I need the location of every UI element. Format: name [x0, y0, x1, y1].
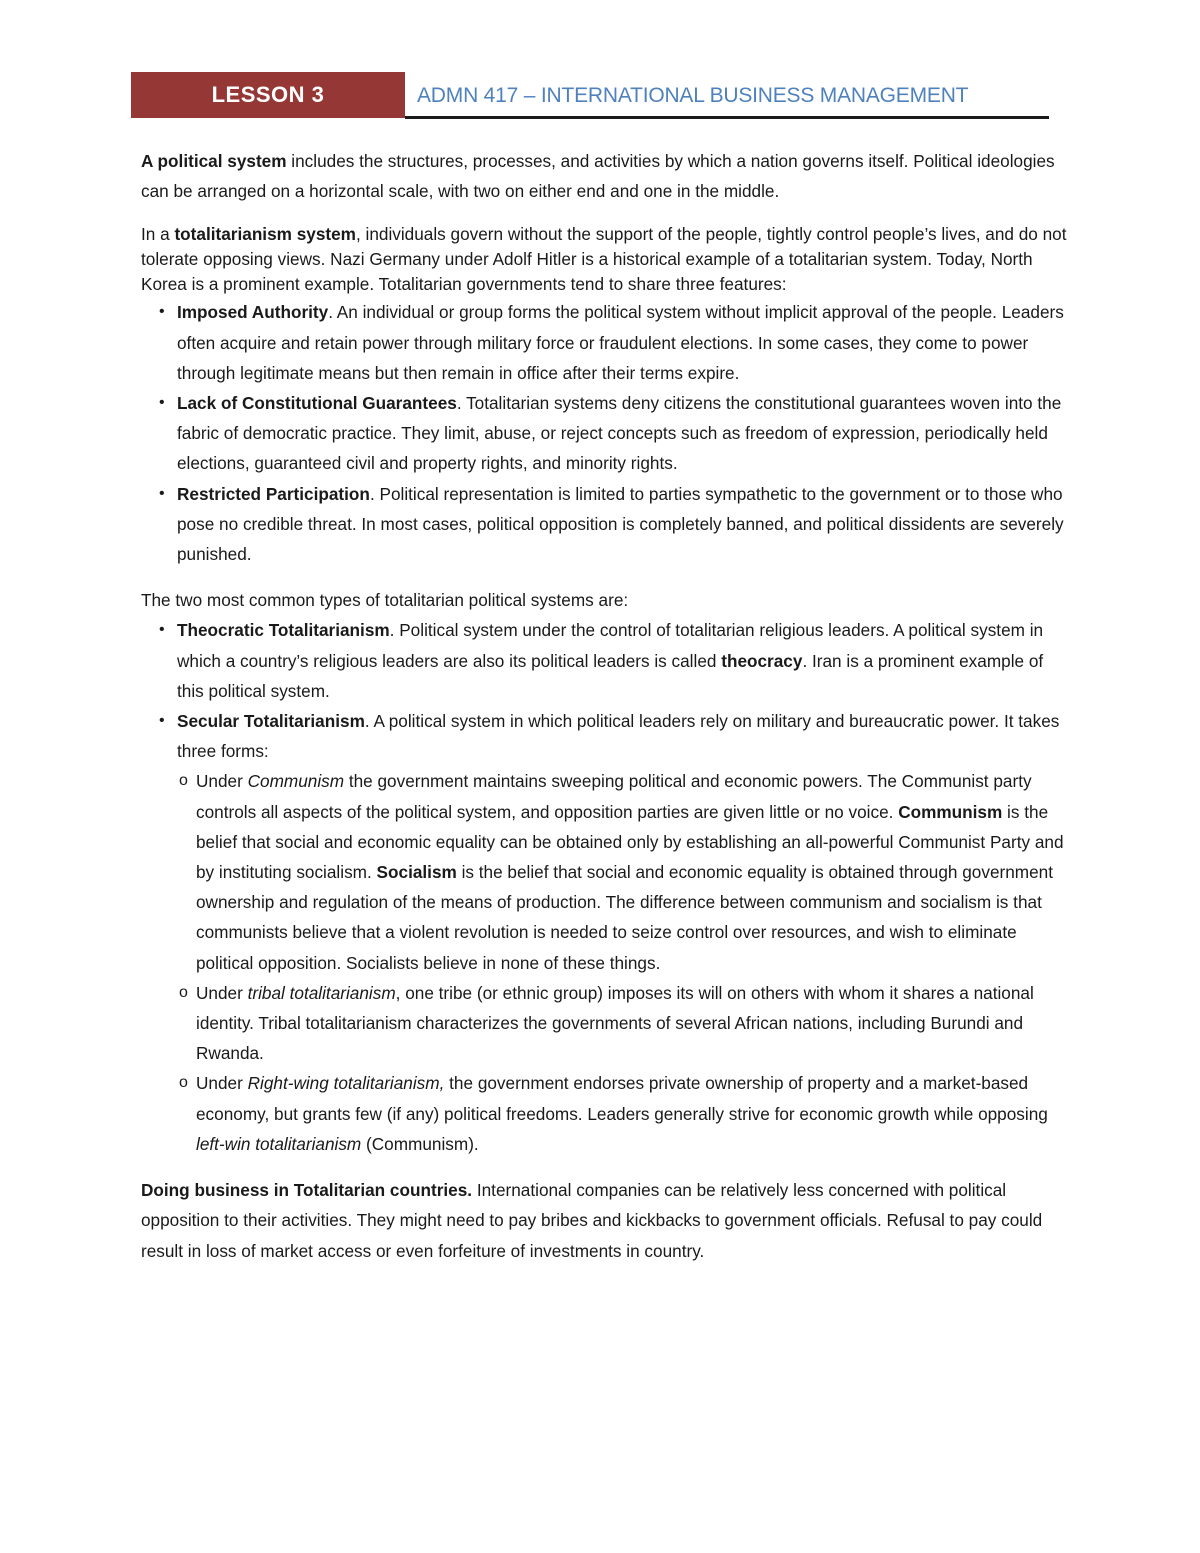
- feature-text: . Totalitarian systems deny citizens the constitutional guarantees woven into the fabric of democratic practice. They limit, abuse, or reject concepts such as freedom of expression, periodically held elections, guaranteed civil and property rights, and minority rights.: [177, 393, 1062, 474]
- form-lead: Under: [196, 771, 248, 792]
- type-title: Secular Totalitarianism: [177, 711, 365, 732]
- form-text: is the belief that social and economic equality is obtained through government ownership and regulation of the means of production. The difference between communism and socialism is that communists believe that a violent revolution is needed to seize control over resources, and wish to eliminate political opposition. Socialists believe in none of these things.: [196, 862, 1053, 973]
- intro-term: A political system: [141, 151, 287, 171]
- list-item: [141, 479, 1071, 570]
- totalitarian-lead: In a: [141, 224, 175, 245]
- intro-paragraph: [141, 146, 1071, 206]
- features-list: [141, 297, 1071, 569]
- business-paragraph: [141, 1175, 1071, 1266]
- type-text: . A political system in which political leaders rely on military and bureaucratic power. It takes three forms:: [177, 711, 1060, 762]
- types-list: [141, 615, 1071, 766]
- header-divider: [405, 116, 1049, 119]
- list-item: [141, 978, 1071, 1069]
- list-item: [141, 706, 1071, 766]
- bullet-icon: •: [159, 712, 165, 730]
- totalitarian-term: totalitarianism system: [174, 224, 356, 245]
- list-item: [141, 297, 1071, 388]
- feature-text: . Political representation is limited to parties sympathetic to the government or to those who pose no credible threat. In most cases, political opposition is completely banned, and political dissidents are severely punished.: [177, 483, 1064, 565]
- forms-list: [141, 766, 1071, 1159]
- list-item: [141, 615, 1071, 706]
- totalitarian-text: , individuals govern without the support of the people, tightly control people’s lives, and do not tolerate opposing views. Nazi Germany under Adolf Hitler is a historical example of a totalitarian system. Today, North Korea is a prominent example. Totalitarian governments tend to share three features:: [141, 224, 1067, 295]
- list-item: [141, 1068, 1071, 1159]
- course-title: ADMN 417 – INTERNATIONAL BUSINESS MANAGEMENT: [417, 84, 969, 107]
- form-italic: Communism: [247, 771, 345, 792]
- type-text: . Iran is a prominent example of this political system.: [177, 650, 1044, 701]
- form-text: is the belief that social and economic equality can be obtained only by establishing an all-powerful Communist Party and by instituting socialism.: [196, 801, 1064, 883]
- bullet-icon: •: [159, 484, 165, 502]
- lesson-label: LESSON 3: [131, 72, 405, 118]
- form-text: (Communism).: [361, 1133, 479, 1154]
- totalitarian-paragraph: [141, 222, 1071, 297]
- form-italic: Right-wing totalitarianism,: [247, 1073, 445, 1094]
- types-intro: The two most common types of totalitarian political systems are:: [141, 590, 629, 611]
- feature-text: . An individual or group forms the political system without implicit approval of the people. Leaders often acquire and retain power through military force or fraudulent elections. In some cases, they come to power through legitimate means but then remain in office after their terms expire.: [177, 302, 1064, 383]
- bullet-icon: •: [159, 303, 165, 321]
- page-header: [131, 72, 1049, 120]
- form-lead: Under: [196, 1073, 248, 1094]
- socialism-term: Socialism: [376, 862, 457, 883]
- communism-term: Communism: [898, 801, 1003, 822]
- list-item: [141, 388, 1071, 479]
- form-italic: left-win totalitarianism: [196, 1133, 362, 1154]
- bullet-icon: •: [159, 621, 165, 639]
- hollow-bullet-icon: o: [179, 1074, 188, 1092]
- bullet-icon: •: [159, 394, 165, 412]
- theocracy-term: theocracy: [721, 650, 803, 671]
- list-item: [141, 766, 1071, 977]
- business-title: Doing business in Totalitarian countries.: [141, 1180, 473, 1201]
- hollow-bullet-icon: o: [179, 772, 188, 790]
- feature-title: Lack of Constitutional Guarantees: [177, 393, 457, 414]
- form-text: , one tribe (or ethnic group) imposes its will on others with whom it shares a national identity. Tribal totalitarianism characterizes the governments of several African nations, including Burundi and Rwanda.: [196, 982, 1034, 1064]
- form-text: the government maintains sweeping political and economic powers. The Communist party controls all aspects of the political system, and opposition parties are given little or no voice.: [196, 771, 1032, 822]
- intro-text: includes the structures, processes, and activities by which a nation governs itself. Political ideologies can be arranged on a horizontal scale, with two on either end and one in the middle.: [141, 151, 1055, 202]
- hollow-bullet-icon: o: [179, 983, 188, 1001]
- document-body: [141, 146, 1071, 1266]
- type-text: . Political system under the control of totalitarian religious leaders. A political system in which a country’s religious leaders are also its political leaders is called: [177, 620, 1044, 671]
- feature-title: Imposed Authority: [177, 302, 329, 323]
- feature-title: Restricted Participation: [177, 483, 370, 504]
- type-title: Theocratic Totalitarianism: [177, 620, 390, 641]
- form-italic: tribal totalitarianism: [247, 982, 396, 1003]
- form-text: the government endorses private ownership of property and a market-based economy, but grants few (if any) political freedoms. Leaders generally strive for economic growth while opposing: [196, 1073, 1048, 1124]
- business-text: International companies can be relatively less concerned with political opposition to their activities. They might need to pay bribes and kickbacks to government officials. Refusal to pay could result in loss of market access or even forfeiture of investments in country.: [141, 1180, 1043, 1261]
- form-lead: Under: [196, 982, 248, 1003]
